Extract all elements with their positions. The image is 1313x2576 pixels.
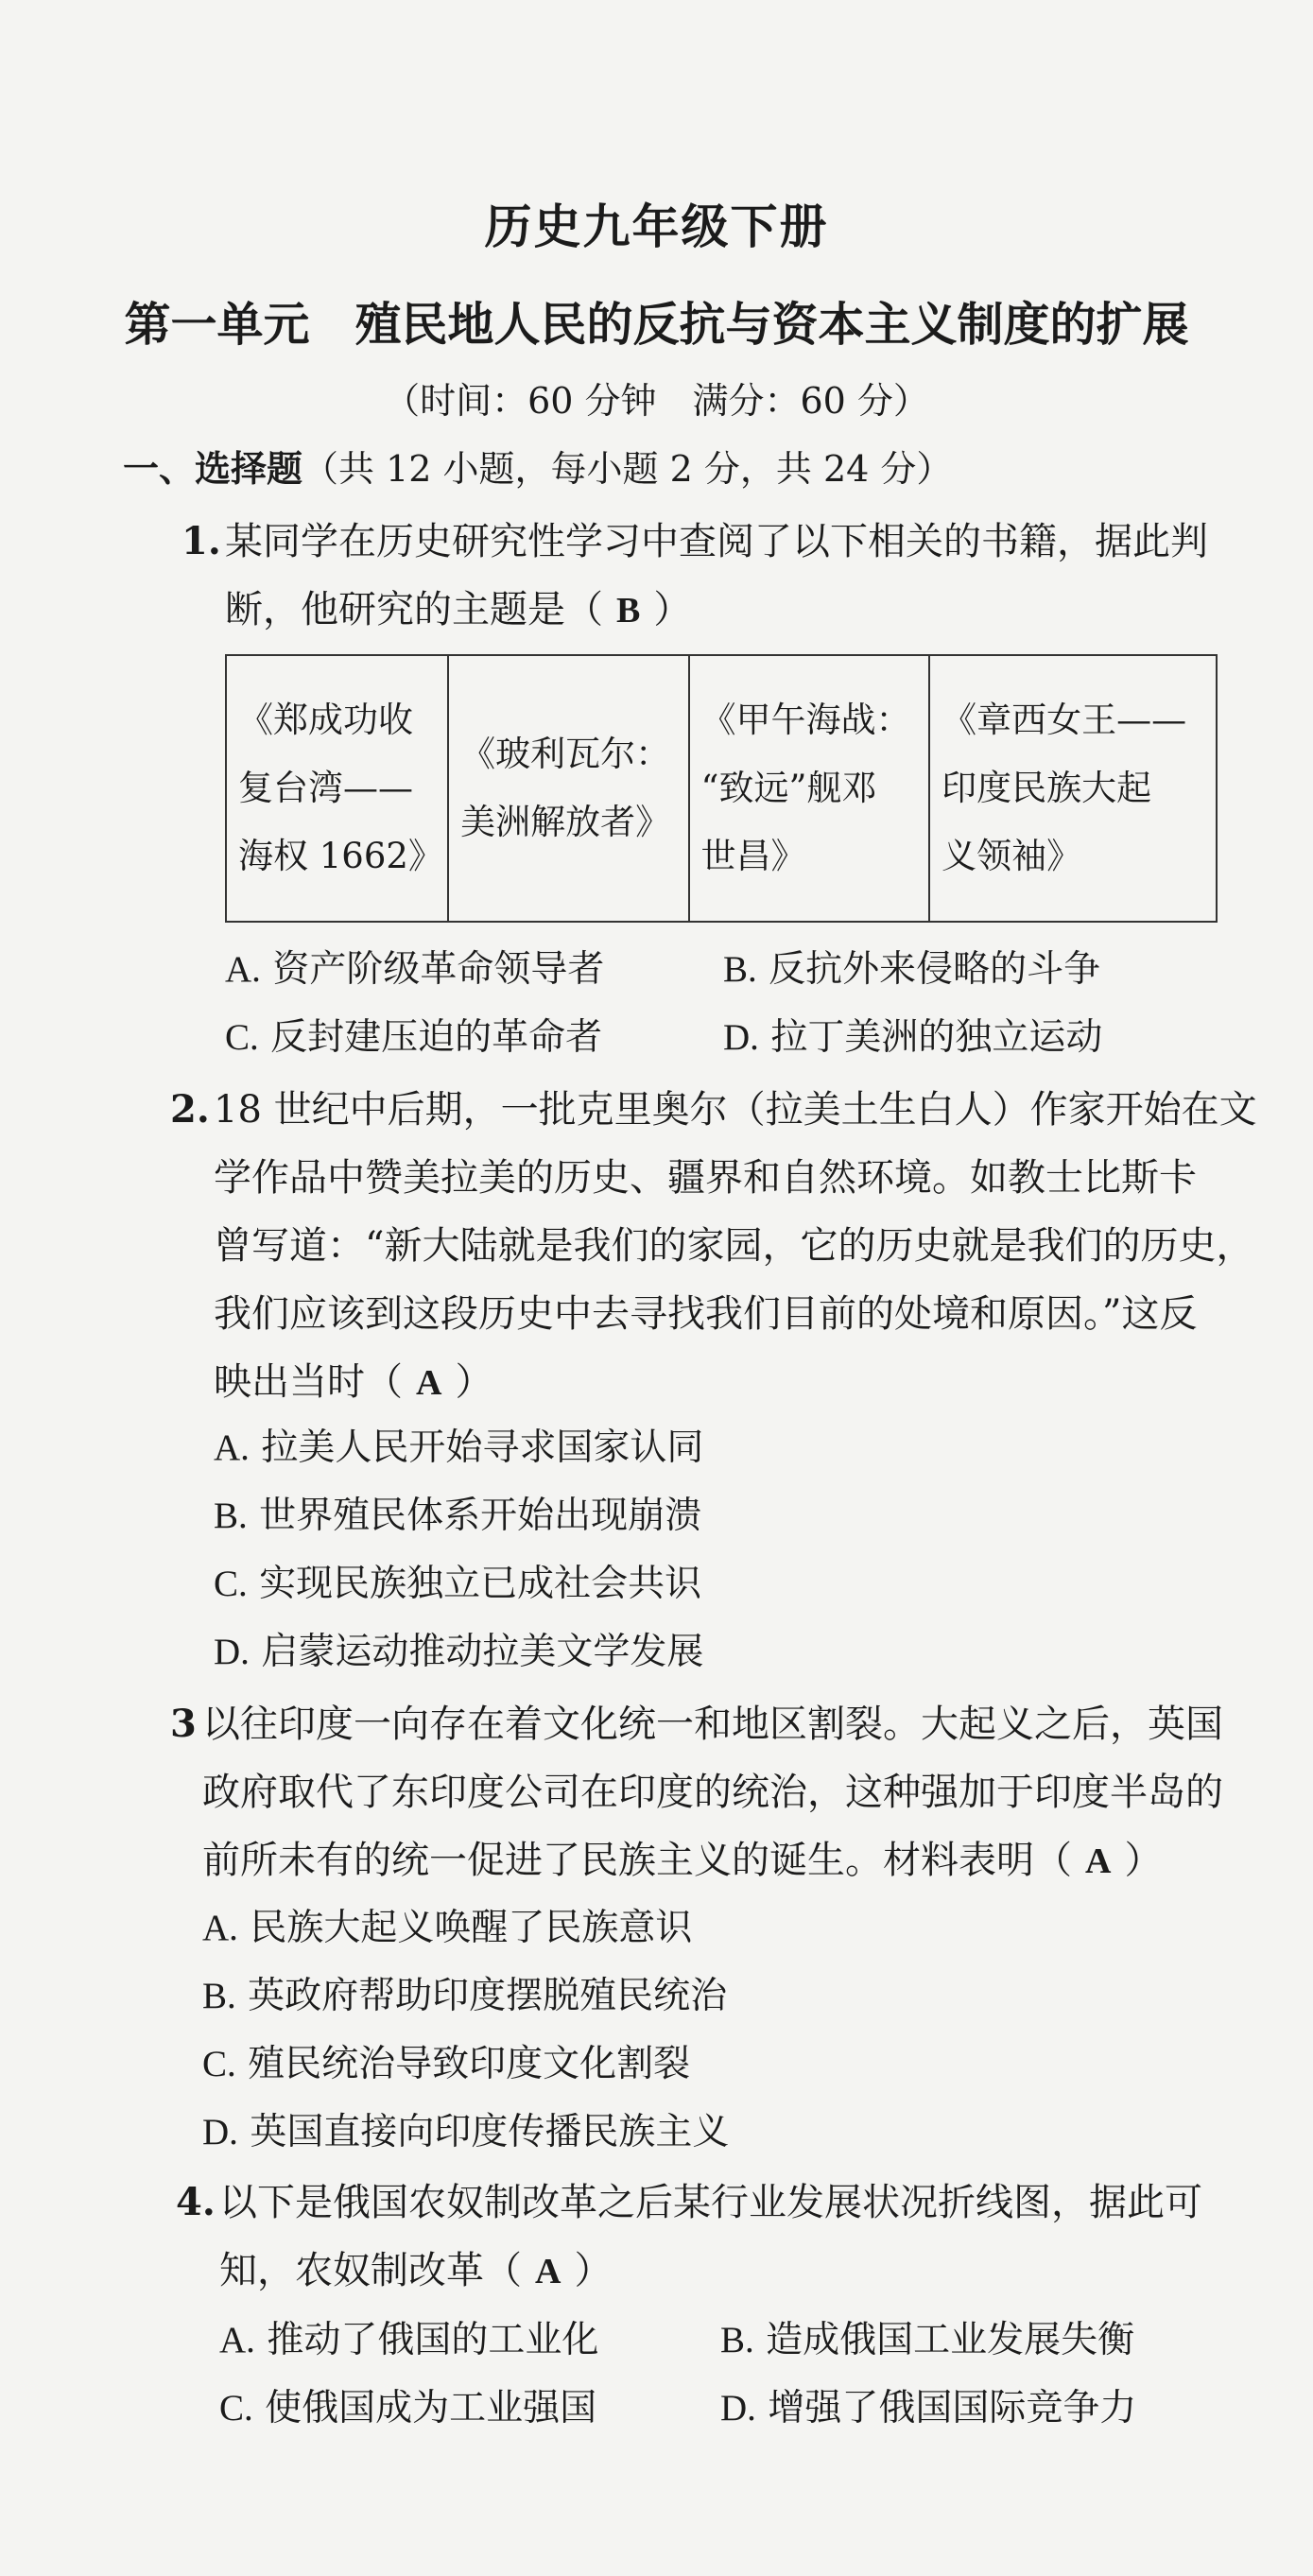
answer-mark: B <box>616 591 641 631</box>
question-number: 1. <box>181 519 221 563</box>
option-a[interactable]: A. 资产阶级革命领导者 <box>225 948 605 991</box>
option-a[interactable]: A. 拉美人民开始寻求国家认同 <box>214 1426 704 1469</box>
question-3 <box>170 1690 1223 1895</box>
answer-mark: A <box>535 2252 561 2291</box>
question-text-line: 某同学在历史研究性学习中查阅了以下相关的书籍，据此判 <box>225 520 1208 563</box>
unit-label: 第一单元 <box>124 297 310 352</box>
option-b[interactable]: B. 英政府帮助印度摆脱殖民统治 <box>202 1975 728 2017</box>
question-text-line: 前所未有的统一促进了民族主义的诞生。材料表明（ A ） <box>202 1839 1163 1882</box>
option-c[interactable]: C. 反封建压迫的革命者 <box>225 1016 603 1059</box>
question-text-line: 映出当时（ A ） <box>214 1360 493 1404</box>
book-cell: 《郑成功收 复台湾—— 海权 1662》 <box>226 655 448 922</box>
answer-mark: A <box>1085 1841 1112 1881</box>
table-row <box>226 655 1217 922</box>
question-2 <box>170 1076 1257 1417</box>
option-b[interactable]: B. 反抗外来侵略的斗争 <box>723 948 1101 991</box>
question-1 <box>181 508 1208 645</box>
question-number: 4. <box>176 2180 216 2224</box>
answer-mark: A <box>416 1363 442 1403</box>
question-text-line: 18 世纪中后期，一批克里奥尔（拉美土生白人）作家开始在文 <box>214 1088 1257 1132</box>
question-text-line: 断，他研究的主题是（ B ） <box>225 588 692 631</box>
book-title: 历史九年级下册 <box>484 199 829 254</box>
unit-name: 殖民地人民的反抗与资本主义制度的扩展 <box>354 297 1189 352</box>
option-a[interactable]: A. 民族大起义唤醒了民族意识 <box>202 1907 693 1949</box>
question-4 <box>176 2169 1202 2306</box>
option-d[interactable]: D. 启蒙运动推动拉美文学发展 <box>214 1631 704 1673</box>
question-text-line: 我们应该到这段历史中去寻找我们目前的处境和原因。”这反 <box>214 1292 1198 1336</box>
book-cell: 《章西女王—— 印度民族大起 义领袖》 <box>929 655 1217 922</box>
time-info: （时间：60 分钟 满分：60 分） <box>384 380 929 422</box>
question-text-line: 以往印度一向存在着文化统一和地区割裂。大起义之后，英国 <box>202 1703 1223 1746</box>
question-text-line: 政府取代了东印度公司在印度的统治，这种强加于印度半岛的 <box>202 1771 1223 1814</box>
question-number: 2. <box>170 1087 210 1132</box>
option-a[interactable]: A. 推动了俄国的工业化 <box>219 2319 599 2361</box>
section-heading <box>123 440 952 492</box>
book-cell: 《玻利瓦尔： 美洲解放者》 <box>448 655 688 922</box>
section-title: 一、选择题 <box>123 447 303 490</box>
question-text-line: 曾写道：“新大陆就是我们的家园，它的历史就是我们的历史， <box>214 1224 1254 1268</box>
question-text-line: 以下是俄国农奴制改革之后某行业发展状况折线图，据此可 <box>219 2181 1202 2224</box>
option-c[interactable]: C. 实现民族独立已成社会共识 <box>214 1563 702 1605</box>
option-c[interactable]: C. 使俄国成为工业强国 <box>219 2387 597 2429</box>
option-d[interactable]: D. 增强了俄国国际竞争力 <box>720 2387 1137 2429</box>
question-number: 3 <box>170 1702 197 1746</box>
book-cell: 《甲午海战： “致远”舰邓 世昌》 <box>689 655 930 922</box>
section-note: （共 12 小题，每小题 2 分，共 24 分） <box>302 448 953 490</box>
unit-title <box>0 288 1313 354</box>
option-b[interactable]: B. 造成俄国工业发展失衡 <box>720 2319 1135 2361</box>
option-d[interactable]: D. 英国直接向印度传播民族主义 <box>202 2111 730 2153</box>
question-text-line: 知，农奴制改革（ A ） <box>219 2249 613 2292</box>
question-text-line: 学作品中赞美拉美的历史、疆界和自然环境。如教士比斯卡 <box>214 1156 1197 1200</box>
option-d[interactable]: D. 拉丁美洲的独立运动 <box>723 1016 1103 1059</box>
option-c[interactable]: C. 殖民统治导致印度文化割裂 <box>202 2043 691 2085</box>
option-b[interactable]: B. 世界殖民体系开始出现崩溃 <box>214 1495 702 1537</box>
book-table <box>225 654 1218 923</box>
